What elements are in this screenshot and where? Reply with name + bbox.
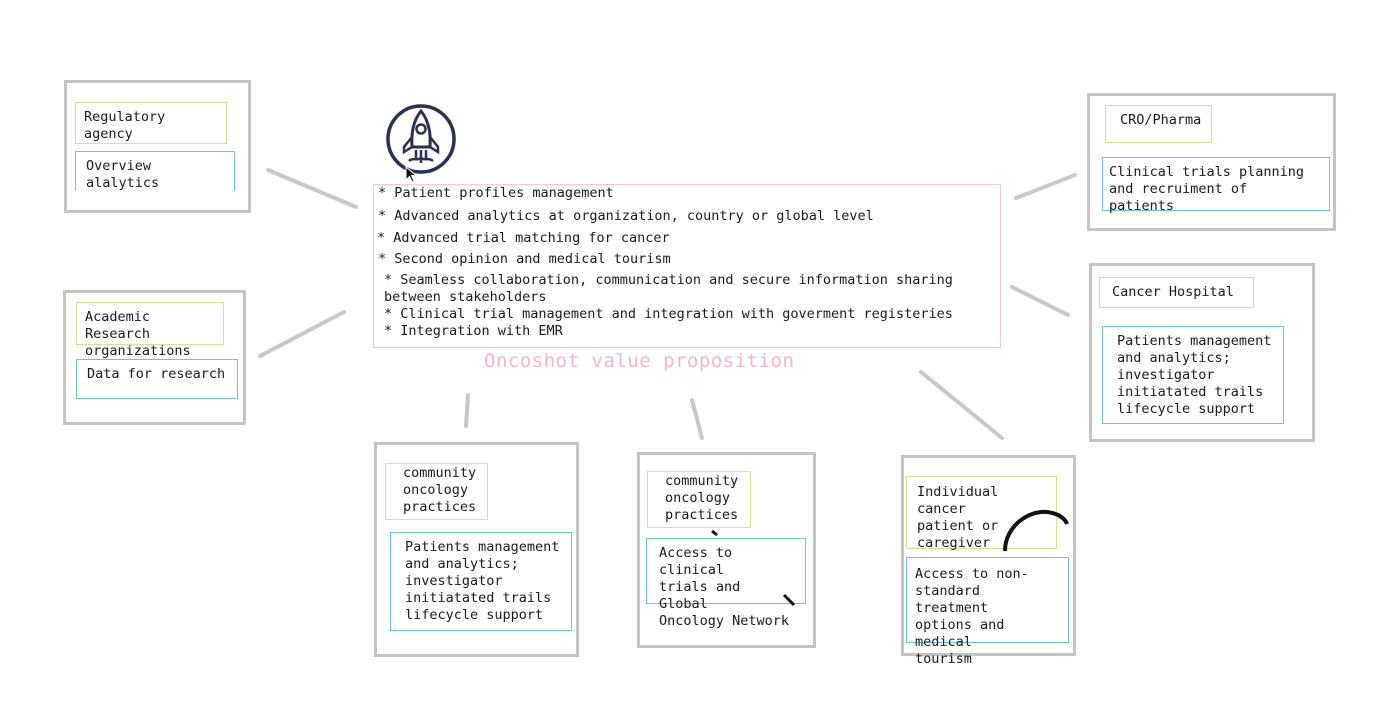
stakeholder-name: Academic Research organizations [76,302,224,345]
stakeholder-card-community-2 [637,452,816,648]
value-bullet: * Second opinion and medical tourism [378,251,671,267]
value-bullet: * Seamless collaboration, communication and secure information sharing between stakeholders [384,272,953,305]
connector-hospital [1012,287,1068,315]
connector-cro [1016,175,1075,198]
stakeholder-name: Individual cancer patient or caregiver [906,476,1057,549]
stakeholder-card-academic [63,290,246,425]
stakeholder-card-hospital [1089,263,1315,442]
stakeholder-value: Access to non- standard treatment options and medical tourism [906,557,1069,643]
annotation-mark [780,591,800,611]
annotation-mark [710,529,720,539]
stakeholder-value: Access to clinical trials and Global Oncology Network [646,538,806,604]
value-bullet: * Advanced trial matching for cancer [377,230,670,246]
stakeholder-card-cro [1087,93,1336,231]
stakeholder-name: CRO/Pharma [1105,105,1212,143]
annotation-arc [999,506,1069,556]
stakeholder-value: Patients management and analytics; investigator initiatated trails lifecycle support [390,532,572,631]
stakeholder-name: community oncology practices [385,463,488,520]
value-bullet: * Patient profiles management [378,185,614,201]
stakeholder-card-community-1 [374,442,579,657]
connector-regulatory [268,170,356,207]
stakeholder-name: community oncology practices [647,471,751,528]
stakeholder-value: Data for research [76,359,238,399]
value-proposition-box [373,184,1001,348]
connector-academic [260,312,344,356]
stakeholder-name: Cancer Hospital [1099,277,1254,308]
value-bullet: * Clinical trial management and integration with goverment registeries [384,306,953,322]
connector-community2 [692,400,702,438]
stakeholder-card-patient [901,455,1076,667]
rocket-icon [383,101,459,177]
stakeholder-value: Overview alalytics [75,151,235,191]
cursor-icon [405,166,419,184]
stakeholder-card-regulatory [64,80,251,213]
stakeholder-value: Patients management and analytics; investigator initiatated trails lifecycle support [1102,326,1284,424]
value-bullet: * Advanced analytics at organization, country or global level [378,208,874,224]
stakeholder-name: Regulatory agency [75,102,227,144]
connector-community1 [466,395,468,426]
value-proposition-title: Oncoshot value proposition [484,350,795,372]
connector-patient [921,372,1002,438]
value-bullet: * Integration with EMR [384,323,563,339]
stakeholder-value: Clinical trials planning and recruiment of patients [1102,157,1330,211]
